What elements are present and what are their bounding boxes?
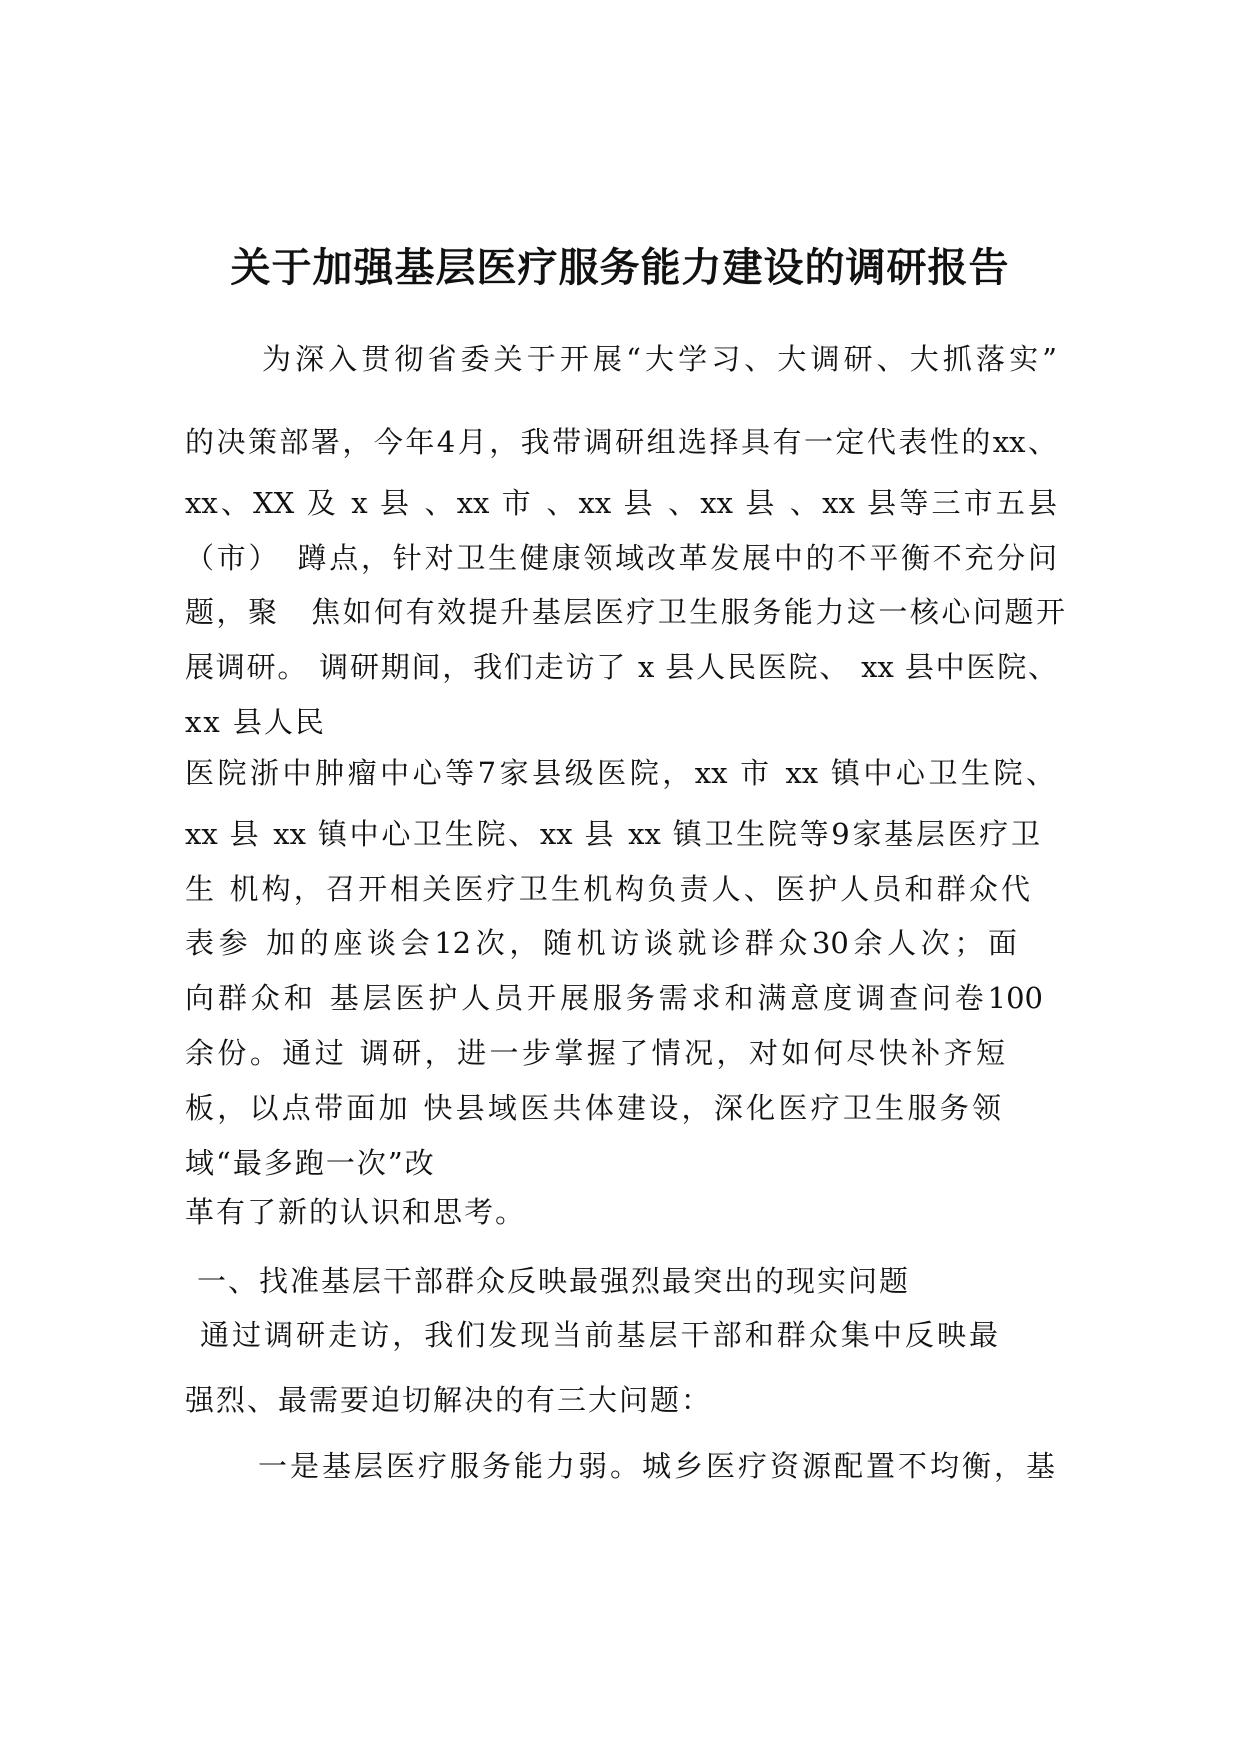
body-line-20: 一是基层医疗服务能力弱。城乡医疗资源配置不均衡，基: [258, 1449, 1055, 1483]
body-line-13: 余份。通过 调研，进一步掌握了情况，对如何尽快补齐短: [185, 1036, 1005, 1070]
body-line-7: xx 县人民: [185, 705, 326, 739]
body-line-11: 表参 加的座谈会12次，随机访谈就诊群众30余人次；面: [185, 926, 1017, 960]
body-line-8: 医院浙中肿瘤中心等7家县级医院，xx 市 xx 镇中心卫生院、: [185, 756, 1055, 790]
body-line-5: 题，聚 焦如何有效提升基层医疗卫生服务能力这一核心问题开: [185, 595, 1065, 629]
document-title: 关于加强基层医疗服务能力建设的调研报告: [230, 245, 1010, 291]
section-heading-1: 一、找准基层干部群众反映最强烈最突出的现实问题: [197, 1264, 911, 1298]
body-line-15: 域“最多跑一次”改: [185, 1146, 436, 1180]
body-line-12: 向群众和 基层医护人员开展服务需求和满意度调查问卷100: [185, 981, 1043, 1015]
body-line-9: xx 县 xx 镇中心卫生院、xx 县 xx 镇卫生院等9家基层医疗卫: [185, 817, 1040, 851]
body-line-19: 强烈、最需要迫切解决的有三大问题：: [185, 1383, 713, 1417]
body-line-16: 革有了新的认识和思考。: [185, 1195, 527, 1229]
body-line-2: 的决策部署，今年4月，我带调研组选择具有一定代表性的xx、: [185, 425, 1057, 459]
body-line-4: （市） 蹲点，针对卫生健康领域改革发展中的不平衡不充分问: [185, 541, 1057, 575]
body-line-10: 生 机构，召开相关医疗卫生机构负责人、医护人员和群众代: [185, 872, 1030, 906]
body-line-14: 板，以点带面加 快县域医共体建设，深化医疗卫生服务领: [185, 1091, 1001, 1125]
body-line-3: xx、XX 及 x 县 、xx 市 、xx 县 、xx 县 、xx 县等三市五县: [185, 486, 1057, 520]
body-line-6: 展调研。 调研期间，我们走访了 x 县人民医院、 xx 县中医院、: [185, 650, 1057, 684]
body-line-1: 为深入贯彻省委关于开展“大学习、大调研、大抓落实”: [262, 342, 1057, 376]
body-line-18: 通过调研走访，我们发现当前基层干部和群众集中反映最: [200, 1318, 998, 1352]
